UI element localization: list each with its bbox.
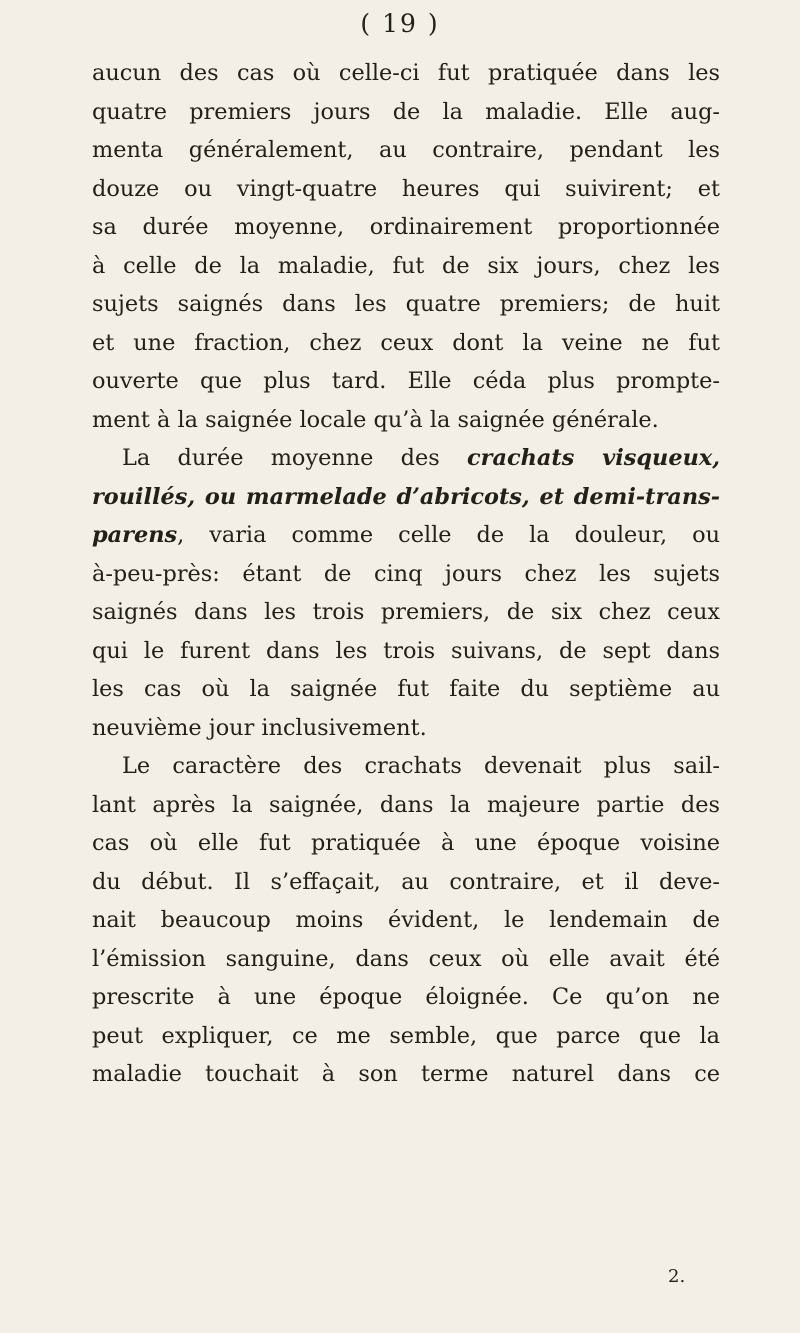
text-line bbox=[92, 824, 720, 863]
text-line bbox=[92, 593, 720, 632]
text-line bbox=[92, 93, 720, 132]
text-segment: douze ou vingt-quatre heures qui suivirent; et bbox=[92, 175, 720, 202]
text-segment: ouverte que plus tard. Elle céda plus prompte- bbox=[92, 368, 720, 394]
text-segment: l’émission sanguine, dans ceux où elle avait été bbox=[92, 945, 720, 972]
text-line bbox=[92, 170, 720, 209]
text-segment: qui le furent dans les trois suivans, de sept dans bbox=[92, 637, 720, 664]
text-line bbox=[92, 901, 720, 940]
text-line bbox=[92, 54, 720, 93]
text-line bbox=[92, 208, 720, 247]
text-segment: peut expliquer, ce me semble, que parce que la bbox=[92, 1022, 720, 1049]
emphasized-text: crachats visqueux, bbox=[467, 445, 720, 471]
text-line bbox=[92, 439, 720, 478]
text-line bbox=[92, 247, 720, 286]
text-line bbox=[92, 285, 720, 324]
text-segment: à celle de la maladie, fut de six jours, chez les bbox=[92, 252, 720, 279]
text-line bbox=[92, 555, 720, 594]
text-segment: , varia comme celle de la douleur, ou bbox=[177, 522, 720, 548]
text-segment: saignés dans les trois premiers, de six chez ceux bbox=[92, 599, 720, 625]
text-segment: maladie touchait à son terme naturel dans ce bbox=[92, 1061, 720, 1087]
text-segment: aucun des cas où celle-ci fut pratiquée dans les bbox=[92, 60, 720, 86]
text-segment: prescrite à une époque éloignée. Ce qu’on ne bbox=[92, 984, 720, 1010]
text-segment: les cas où la saignée fut faite du septième au bbox=[92, 676, 720, 702]
text-line bbox=[92, 1017, 720, 1056]
text-segment: neuvième jour inclusivement. bbox=[92, 714, 427, 741]
text-line bbox=[92, 786, 720, 825]
text-segment: du début. Il s’effaçait, au contraire, et il deve- bbox=[92, 868, 720, 895]
text-segment: quatre premiers jours de la maladie. Elle aug- bbox=[92, 98, 720, 125]
text-segment: et une fraction, chez ceux dont la veine ne fut bbox=[92, 329, 720, 356]
body-text bbox=[92, 54, 720, 1094]
text-line bbox=[92, 131, 720, 170]
text-segment: ment à la saignée locale qu’à la saignée générale. bbox=[92, 406, 659, 433]
text-segment: sa durée moyenne, ordinairement proportionnée bbox=[92, 214, 720, 240]
text-line bbox=[92, 978, 720, 1017]
text-line bbox=[92, 516, 720, 555]
page-number: ( 19 ) bbox=[360, 9, 440, 38]
signature-mark: 2. bbox=[668, 1266, 686, 1287]
emphasized-text: rouillés, ou marmelade d’abricots, et demi-trans- bbox=[92, 483, 720, 510]
text-segment: nait beaucoup moins évident, le lendemain de bbox=[92, 907, 720, 933]
emphasized-text: parens bbox=[92, 522, 178, 548]
text-segment: lant après la saignée, dans la majeure partie des bbox=[92, 791, 720, 818]
text-line bbox=[92, 940, 720, 979]
text-segment: cas où elle fut pratiquée à une époque voisine bbox=[92, 830, 720, 856]
text-line bbox=[92, 747, 720, 786]
text-segment: menta généralement, au contraire, pendant les bbox=[92, 137, 720, 163]
text-segment: La durée moyenne des bbox=[122, 445, 468, 471]
text-line bbox=[92, 362, 720, 401]
text-line bbox=[92, 1055, 720, 1094]
text-line bbox=[92, 863, 720, 902]
text-line bbox=[92, 324, 720, 363]
text-segment: à-peu-près: étant de cinq jours chez les sujets bbox=[92, 560, 720, 587]
text-line bbox=[92, 670, 720, 709]
text-line bbox=[92, 478, 720, 517]
text-line bbox=[92, 709, 720, 748]
text-line bbox=[92, 632, 720, 671]
text-segment: Le caractère des crachats devenait plus sail- bbox=[122, 753, 720, 779]
text-segment: sujets saignés dans les quatre premiers; de huit bbox=[92, 291, 720, 317]
text-line bbox=[92, 401, 720, 440]
